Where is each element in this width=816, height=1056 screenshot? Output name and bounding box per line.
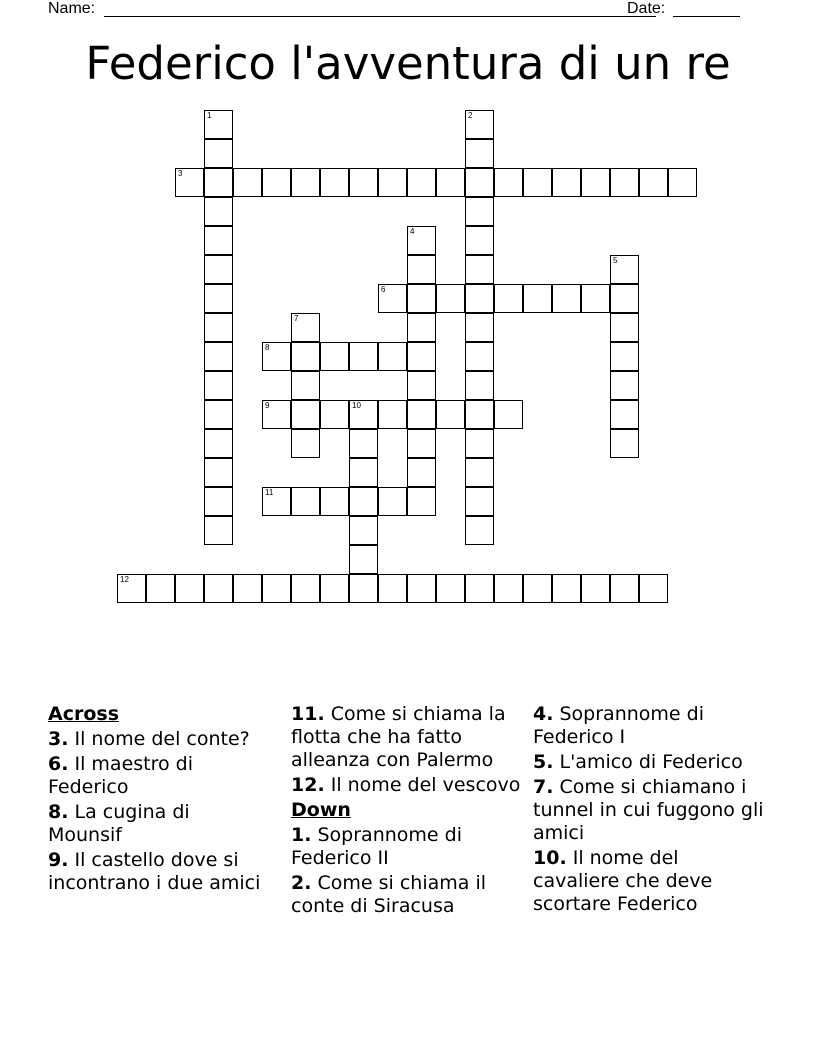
name-label: Name: <box>48 0 96 17</box>
crossword-cell[interactable] <box>523 168 552 197</box>
crossword-cell[interactable] <box>349 574 378 603</box>
crossword-cell[interactable] <box>146 574 175 603</box>
crossword-cell[interactable] <box>407 429 436 458</box>
clue-across-9 <box>48 849 268 895</box>
clue-text: Come si chiamano i tunnel in cui fuggono gli amici <box>533 776 764 844</box>
crossword-cell[interactable] <box>291 429 320 458</box>
crossword-cell[interactable] <box>204 139 233 168</box>
crossword-cell[interactable] <box>407 226 436 255</box>
crossword-cell[interactable] <box>465 429 494 458</box>
crossword-cell[interactable] <box>610 284 639 313</box>
date-label: Date: <box>627 0 666 17</box>
crossword-cell[interactable] <box>349 516 378 545</box>
clue-text: L'amico di Federico <box>559 751 743 773</box>
clue-text: Il castello dove si incontrano i due amici <box>48 849 261 894</box>
crossword-cell[interactable] <box>320 574 349 603</box>
crossword-cell[interactable] <box>610 429 639 458</box>
crossword-cell[interactable] <box>465 168 494 197</box>
cell-number: 9 <box>265 401 270 410</box>
crossword-cell[interactable] <box>639 168 668 197</box>
clue-down-1 <box>291 824 523 870</box>
crossword-cell[interactable] <box>204 255 233 284</box>
crossword-cell[interactable] <box>465 139 494 168</box>
crossword-cell[interactable] <box>291 574 320 603</box>
crossword-cell[interactable] <box>378 400 407 429</box>
crossword-cell[interactable] <box>349 400 378 429</box>
crossword-cell[interactable] <box>291 313 320 342</box>
crossword-cell[interactable] <box>465 458 494 487</box>
crossword-cell[interactable] <box>204 284 233 313</box>
clue-down-2 <box>291 872 523 918</box>
clue-text: Soprannome di Federico I <box>533 703 704 748</box>
clue-across-8 <box>48 801 268 847</box>
crossword-cell[interactable] <box>233 574 262 603</box>
clue-text: Il maestro di Federico <box>48 753 194 798</box>
crossword-cell[interactable] <box>291 400 320 429</box>
crossword-cell[interactable] <box>204 197 233 226</box>
cell-number: 12 <box>120 575 129 584</box>
clues-column-3 <box>533 703 768 918</box>
crossword-cell[interactable] <box>117 574 146 603</box>
crossword-cell[interactable] <box>378 284 407 313</box>
crossword-cell[interactable] <box>407 342 436 371</box>
crossword-cell[interactable] <box>465 574 494 603</box>
clue-text: Come si chiama la flotta che ha fatto alleanza con Palermo <box>291 703 506 771</box>
clue-number: 8. <box>48 801 69 823</box>
crossword-cell[interactable] <box>465 371 494 400</box>
crossword-cell[interactable] <box>378 168 407 197</box>
crossword-cell[interactable] <box>204 429 233 458</box>
crossword-cell[interactable] <box>407 574 436 603</box>
crossword-cell[interactable] <box>204 400 233 429</box>
crossword-cell[interactable] <box>465 284 494 313</box>
crossword-cell[interactable] <box>291 371 320 400</box>
crossword-cell[interactable] <box>552 574 581 603</box>
clue-number: 5. <box>533 751 554 773</box>
crossword-cell[interactable] <box>494 574 523 603</box>
cell-number: 10 <box>352 401 361 410</box>
crossword-cell[interactable] <box>465 487 494 516</box>
crossword-cell[interactable] <box>494 284 523 313</box>
crossword-cell[interactable] <box>378 342 407 371</box>
crossword-cell[interactable] <box>465 226 494 255</box>
crossword-cell[interactable] <box>465 313 494 342</box>
cell-number: 1 <box>207 111 212 120</box>
crossword-cell[interactable] <box>204 313 233 342</box>
clue-number: 3. <box>48 728 69 750</box>
crossword-cell[interactable] <box>581 168 610 197</box>
crossword-cell[interactable] <box>349 342 378 371</box>
cell-number: 4 <box>410 227 415 236</box>
crossword-cell[interactable] <box>610 313 639 342</box>
crossword-cell[interactable] <box>610 574 639 603</box>
crossword-cell[interactable] <box>668 168 697 197</box>
clue-number: 6. <box>48 753 69 775</box>
cell-number: 11 <box>265 488 274 497</box>
clue-number: 7. <box>533 776 554 798</box>
clue-text: La cugina di Mounsif <box>48 801 190 846</box>
crossword-cell[interactable] <box>552 284 581 313</box>
crossword-cell[interactable] <box>639 574 668 603</box>
crossword-cell[interactable] <box>436 168 465 197</box>
crossword-cell[interactable] <box>262 400 291 429</box>
crossword-cell[interactable] <box>407 400 436 429</box>
crossword-cell[interactable] <box>262 342 291 371</box>
clue-number: 2. <box>291 872 312 894</box>
crossword-cell[interactable] <box>204 226 233 255</box>
crossword-cell[interactable] <box>407 313 436 342</box>
clue-number: 11. <box>291 703 325 725</box>
clue-down-7 <box>533 776 768 845</box>
clue-text: Il nome del cavaliere che deve scortare Federico <box>533 847 713 915</box>
crossword-cell[interactable] <box>204 574 233 603</box>
crossword-cell[interactable] <box>204 458 233 487</box>
crossword-cell[interactable] <box>320 487 349 516</box>
cell-number: 6 <box>381 285 386 294</box>
crossword-cell[interactable] <box>407 168 436 197</box>
cell-number: 8 <box>265 343 270 352</box>
crossword-cell[interactable] <box>581 284 610 313</box>
crossword-cell[interactable] <box>291 342 320 371</box>
crossword-cell[interactable] <box>581 574 610 603</box>
crossword-cell[interactable] <box>523 574 552 603</box>
cell-number: 3 <box>178 169 183 178</box>
clue-across-6 <box>48 753 268 799</box>
crossword-cell[interactable] <box>436 574 465 603</box>
crossword-cell[interactable] <box>262 487 291 516</box>
crossword-cell[interactable] <box>552 168 581 197</box>
crossword-cell[interactable] <box>494 168 523 197</box>
crossword-cell[interactable] <box>320 168 349 197</box>
clue-number: 9. <box>48 849 69 871</box>
crossword-cell[interactable] <box>262 168 291 197</box>
clue-number: 10. <box>533 847 567 869</box>
crossword-cell[interactable] <box>204 168 233 197</box>
crossword-cell[interactable] <box>349 429 378 458</box>
crossword-cell[interactable] <box>407 284 436 313</box>
crossword-cell[interactable] <box>204 342 233 371</box>
clue-text: Il nome del conte? <box>74 728 250 750</box>
crossword-cell[interactable] <box>349 545 378 574</box>
crossword-cell[interactable] <box>407 371 436 400</box>
crossword-cell[interactable] <box>349 458 378 487</box>
clue-down-10 <box>533 847 768 916</box>
cell-number: 2 <box>468 111 473 120</box>
clue-number: 4. <box>533 703 554 725</box>
crossword-cell[interactable] <box>349 168 378 197</box>
crossword-cell[interactable] <box>175 168 204 197</box>
cell-number: 7 <box>294 314 299 323</box>
clue-text: Soprannome di Federico II <box>291 824 462 869</box>
crossword-cell[interactable] <box>262 574 291 603</box>
crossword-cell[interactable] <box>320 342 349 371</box>
cell-number: 5 <box>613 256 618 265</box>
crossword-cell[interactable] <box>465 197 494 226</box>
crossword-cell[interactable] <box>465 255 494 284</box>
crossword-cell[interactable] <box>610 400 639 429</box>
clue-text: Il nome del vescovo <box>330 774 521 796</box>
clue-number: 12. <box>291 774 325 796</box>
crossword-cell[interactable] <box>291 487 320 516</box>
crossword-cell[interactable] <box>465 400 494 429</box>
crossword-cell[interactable] <box>407 487 436 516</box>
across-heading: Across <box>48 703 120 725</box>
clue-down-5 <box>533 751 768 774</box>
clues-section <box>48 703 768 963</box>
clue-across-12 <box>291 774 523 797</box>
clue-text: Come si chiama il conte di Siracusa <box>291 872 487 917</box>
crossword-cell[interactable] <box>233 168 262 197</box>
crossword-cell[interactable] <box>407 255 436 284</box>
clue-number: 1. <box>291 824 312 846</box>
crossword-cell[interactable] <box>494 400 523 429</box>
crossword-cell[interactable] <box>204 371 233 400</box>
crossword-cell[interactable] <box>610 255 639 284</box>
crossword-cell[interactable] <box>407 458 436 487</box>
clues-column-2 <box>291 703 523 920</box>
crossword-cell[interactable] <box>610 342 639 371</box>
crossword-cell[interactable] <box>175 574 204 603</box>
crossword-cell[interactable] <box>610 168 639 197</box>
crossword-cell[interactable] <box>378 574 407 603</box>
crossword-cell[interactable] <box>465 342 494 371</box>
crossword-cell[interactable] <box>465 516 494 545</box>
clue-down-4 <box>533 703 768 749</box>
page-title: Federico l'avventura di un re <box>85 37 731 90</box>
crossword-cell[interactable] <box>523 284 552 313</box>
crossword-cell[interactable] <box>378 487 407 516</box>
crossword-cell[interactable] <box>320 400 349 429</box>
crossword-cell[interactable] <box>204 110 233 139</box>
crossword-cell[interactable] <box>204 487 233 516</box>
crossword-cell[interactable] <box>436 400 465 429</box>
crossword-cell[interactable] <box>465 110 494 139</box>
crossword-cell[interactable] <box>610 371 639 400</box>
clues-column-1 <box>48 703 268 897</box>
down-heading: Down <box>291 799 351 821</box>
clue-across-11 <box>291 703 523 772</box>
clue-across-3 <box>48 728 268 751</box>
crossword-cell[interactable] <box>204 516 233 545</box>
crossword-cell[interactable] <box>436 284 465 313</box>
crossword-cell[interactable] <box>349 487 378 516</box>
crossword-cell[interactable] <box>291 168 320 197</box>
